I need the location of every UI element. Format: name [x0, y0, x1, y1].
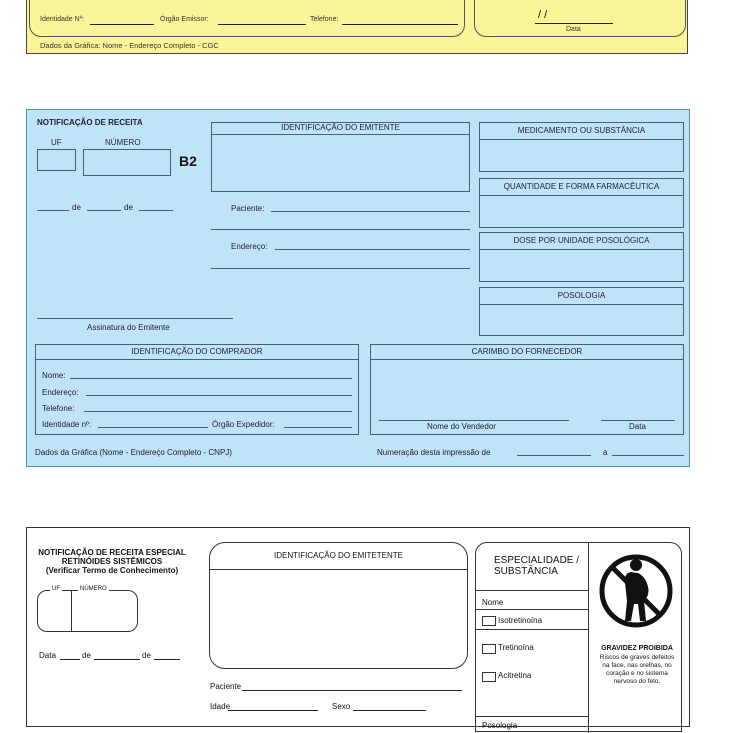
assinatura-line[interactable]	[37, 318, 233, 319]
special-title-line2: RETINÓIDES SISTÊMICOS	[61, 557, 163, 566]
data-month-field[interactable]	[94, 659, 140, 660]
yellow-prescription-form	[26, 0, 688, 54]
data-year-field[interactable]	[154, 659, 180, 660]
vendedor-label: Nome do Vendedor	[427, 422, 496, 431]
uf-numero-divider	[71, 591, 72, 631]
paciente-field[interactable]	[271, 211, 470, 212]
comprador-telefone-field[interactable]	[84, 411, 352, 412]
especialidade-header-cell	[476, 543, 589, 591]
data-label: Data	[39, 651, 56, 660]
especialidade-header	[494, 555, 579, 577]
option-isotretinoina: Isotretinoína	[498, 616, 543, 625]
comprador-endereco-label: Endereço:	[42, 388, 79, 397]
especialidade-line2: SUBSTÂNCIA	[494, 566, 558, 577]
special-title	[37, 548, 187, 575]
data-de-2: de	[142, 651, 151, 660]
comprador-orgao-label: Órgão Expedidor:	[212, 420, 275, 429]
identidade-label: Identidade Nº:	[40, 16, 85, 23]
emitente-box[interactable]	[211, 122, 470, 192]
carimbo-header: CARIMBO DO FORNECEDOR	[371, 345, 683, 360]
blue-footer-left: Dados da Gráfica (Nome - Endereço Completo - CNPJ)	[35, 448, 232, 457]
option-divider-1	[476, 629, 588, 630]
option-tretinoina: Tretinoína	[498, 643, 534, 652]
paciente-label: Paciente:	[231, 204, 265, 213]
special-emitente-header: IDENTIFICAÇÃO DO EMITETENTE	[274, 551, 403, 560]
comprador-nome-label: Nome:	[42, 371, 66, 380]
numeracao-to-field[interactable]	[612, 455, 684, 456]
special-sexo-label: Sexo	[332, 702, 351, 711]
carimbo-box	[370, 344, 684, 435]
quantidade-header: QUANTIDADE E FORMA FARMACÊUTICA	[480, 179, 683, 196]
numero-label: NÚMERO	[105, 138, 141, 147]
paciente-field-2[interactable]	[211, 229, 470, 230]
especialidade-vertical-divider	[588, 543, 589, 733]
comprador-nome-field[interactable]	[70, 378, 352, 379]
special-emitente-box[interactable]	[209, 542, 468, 669]
warning-text-1: Riscos de graves defeitos	[599, 654, 675, 661]
special-prescription-form	[26, 527, 690, 730]
especialidade-line1: ESPECIALIDADE /	[494, 555, 580, 566]
uf-label: UF	[51, 138, 62, 147]
yellow-footer: Dados da Gráfica: Nome - Endereço Completo - CGC	[40, 41, 219, 50]
code-b2: B2	[179, 153, 197, 169]
warning-text-3: coração e no sistema	[606, 670, 668, 677]
special-title-line1: NOTIFICAÇÃO DE RECEITA ESPECIAL	[38, 548, 186, 557]
pregnancy-prohibited-icon	[598, 549, 674, 633]
date-field[interactable]	[535, 23, 613, 24]
endereco-field-2[interactable]	[211, 268, 470, 269]
option-acitretina: Acitretina	[498, 671, 532, 680]
blue-footer-a: a	[603, 448, 608, 457]
comprador-endereco-field[interactable]	[86, 395, 352, 396]
posologia-label: Posologia	[482, 721, 518, 730]
orgao-emissor-field[interactable]	[218, 24, 306, 25]
numero-label: NÚMERO	[80, 586, 107, 592]
data-de-1: de	[82, 651, 91, 660]
date-de-2: de	[124, 203, 133, 212]
special-emitente-divider	[210, 569, 467, 570]
checkbox-isotretinoina[interactable]	[482, 616, 496, 626]
comprador-telefone-label: Telefone:	[42, 404, 75, 413]
form-title: NOTIFICAÇÃO DE RECEITA	[37, 118, 143, 127]
identidade-field[interactable]	[90, 24, 154, 25]
dose-header: DOSE POR UNIDADE POSOLÓGICA	[480, 233, 683, 250]
yellow-right-panel	[474, 0, 686, 37]
special-idade-field[interactable]	[228, 710, 318, 711]
uf-numero-box[interactable]	[37, 586, 138, 632]
uf-label: UF	[52, 586, 60, 592]
medicamento-box[interactable]	[479, 122, 684, 172]
telefone-label: Telefone:	[310, 16, 339, 23]
uf-box[interactable]	[37, 149, 76, 171]
emitente-header: IDENTIFICAÇÃO DO EMITENTE	[212, 123, 469, 135]
data-line[interactable]	[601, 420, 675, 421]
date-month-field[interactable]	[87, 210, 121, 211]
blue-footer-right: Numeração desta impressão de	[377, 448, 491, 457]
endereco-label: Endereço:	[231, 242, 268, 251]
checkbox-acitretina[interactable]	[482, 672, 496, 682]
date-day-field[interactable]	[37, 210, 69, 211]
posologia-header: POSOLOGIA	[480, 288, 683, 305]
date-de-1: de	[72, 203, 81, 212]
special-title-line3: (Verificar Termo de Conhecimento)	[45, 566, 179, 575]
warning-text	[592, 654, 682, 686]
checkbox-tretinoina[interactable]	[482, 644, 496, 654]
special-idade-label: Idade	[210, 702, 231, 711]
data-day-field[interactable]	[60, 659, 80, 660]
endereco-field[interactable]	[275, 249, 470, 250]
comprador-identidade-field[interactable]	[98, 427, 208, 428]
comprador-header: IDENTIFICAÇÃO DO COMPRADOR	[36, 345, 358, 360]
warning-title: GRAVIDEZ PROIBIDA	[601, 645, 673, 652]
nome-divider	[476, 609, 588, 610]
option-divider-2	[476, 716, 588, 717]
telefone-field[interactable]	[342, 24, 458, 25]
nome-label: Nome	[482, 598, 504, 607]
numeracao-from-field[interactable]	[517, 455, 591, 456]
orgao-emissor-label: Órgão Emissor:	[160, 16, 209, 23]
data-label: Data	[629, 422, 646, 431]
special-sexo-field[interactable]	[353, 710, 426, 711]
date-year-field[interactable]	[139, 210, 173, 211]
special-paciente-field[interactable]	[242, 690, 462, 691]
dose-box[interactable]	[479, 232, 684, 282]
especialidade-panel	[475, 542, 682, 732]
numero-box[interactable]	[83, 149, 171, 176]
vendedor-line[interactable]	[379, 420, 569, 421]
assinatura-label: Assinatura do Emitente	[87, 323, 170, 332]
data-label: Data	[566, 26, 581, 33]
comprador-orgao-field[interactable]	[284, 427, 352, 428]
date-slashes: / /	[538, 9, 548, 21]
posologia-box[interactable]	[479, 287, 684, 336]
comprador-box	[35, 344, 359, 435]
blue-prescription-form	[26, 109, 690, 467]
comprador-identidade-label: Identidade nº:	[42, 420, 92, 429]
medicamento-header: MEDICAMENTO OU SUBSTÂNCIA	[480, 123, 683, 140]
quantidade-box[interactable]	[479, 178, 684, 228]
special-paciente-label: Paciente	[210, 682, 242, 691]
yellow-left-panel	[29, 0, 465, 37]
warning-text-2: na face, nas orelhas, no	[602, 662, 672, 669]
warning-text-4: nervoso do feto.	[613, 678, 661, 685]
